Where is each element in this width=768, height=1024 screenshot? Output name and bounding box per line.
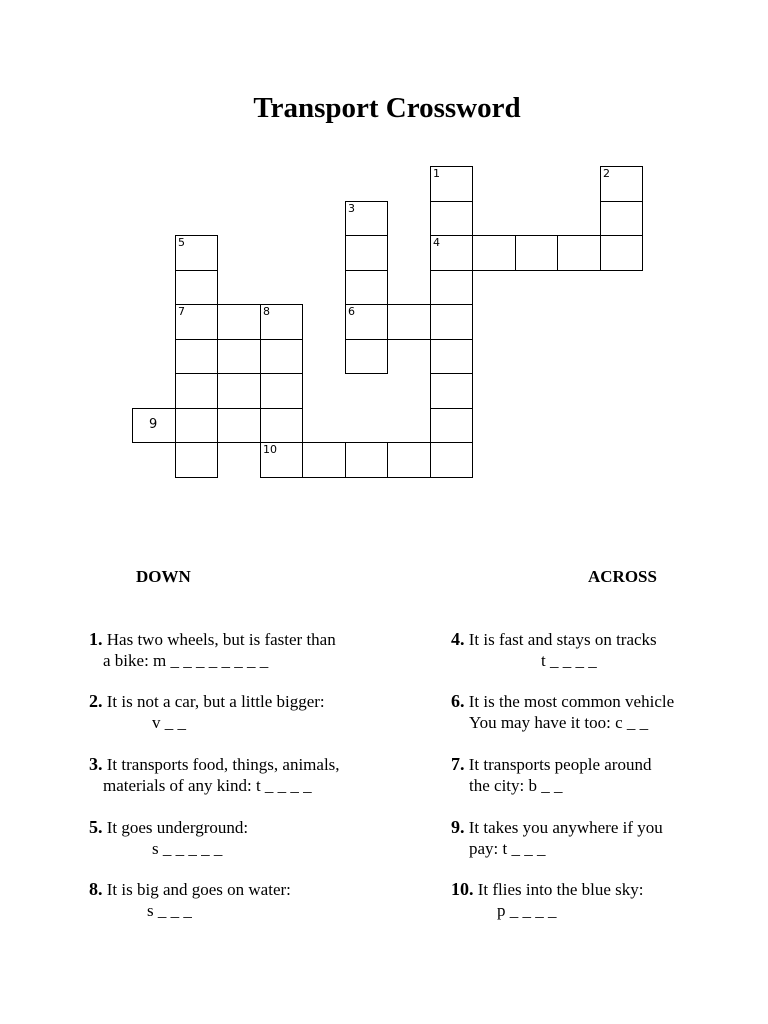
clue-down-1: 1. Has two wheels, but is faster than a bike: m _ _ _ _ _ _ _ _ xyxy=(89,629,336,670)
crossword-cell[interactable] xyxy=(175,270,218,305)
crossword-cell[interactable] xyxy=(430,270,473,305)
clue-number: 7 xyxy=(178,305,185,318)
crossword-cell-2[interactable] xyxy=(600,166,643,202)
crossword-cell[interactable] xyxy=(430,408,473,443)
clue-number: 9 xyxy=(149,417,158,432)
crossword-cell-9[interactable] xyxy=(132,408,176,443)
crossword-cell-1[interactable] xyxy=(430,166,473,202)
clue-across-4: 4. It is fast and stays on tracks t _ _ _ _ xyxy=(451,629,657,670)
clue-down-8: 8. It is big and goes on water: s _ _ _ xyxy=(89,879,291,920)
crossword-cell-8[interactable] xyxy=(260,304,303,340)
crossword-cell-10[interactable] xyxy=(260,442,303,478)
crossword-cell[interactable] xyxy=(345,270,388,305)
crossword-cell-7[interactable] xyxy=(175,304,218,340)
crossword-cell[interactable] xyxy=(472,235,516,271)
clue-number: 5 xyxy=(178,236,185,249)
crossword-cell[interactable] xyxy=(515,235,558,271)
crossword-cell-4[interactable] xyxy=(430,235,473,271)
crossword-cell[interactable] xyxy=(345,235,388,271)
crossword-cell[interactable] xyxy=(175,442,218,478)
crossword-cell[interactable] xyxy=(430,339,473,374)
crossword-cell-6[interactable] xyxy=(345,304,388,340)
clue-number: 1 xyxy=(433,167,440,180)
crossword-cell[interactable] xyxy=(175,339,218,374)
crossword-cell[interactable] xyxy=(260,408,303,443)
crossword-cell[interactable] xyxy=(260,339,303,374)
clue-number: 8 xyxy=(263,305,270,318)
crossword-cell[interactable] xyxy=(387,442,431,478)
crossword-cell[interactable] xyxy=(430,201,473,236)
clue-number: 4 xyxy=(433,236,440,249)
clue-number: 2 xyxy=(603,167,610,180)
crossword-cell[interactable] xyxy=(260,373,303,409)
crossword-cell[interactable] xyxy=(345,339,388,374)
down-heading: DOWN xyxy=(136,567,191,586)
crossword-cell[interactable] xyxy=(217,339,261,374)
clue-across-7: 7. It transports people around the city: b _ _ xyxy=(451,754,652,795)
clue-across-10: 10. It flies into the blue sky: p _ _ _ _ xyxy=(451,879,644,920)
clue-down-2: 2. It is not a car, but a little bigger: v _ _ xyxy=(89,691,325,732)
crossword-cell[interactable] xyxy=(557,235,601,271)
crossword-cell-3[interactable] xyxy=(345,201,388,236)
crossword-cell[interactable] xyxy=(430,442,473,478)
crossword-cell[interactable] xyxy=(217,408,261,443)
clue-number: 3 xyxy=(348,202,355,215)
page-title: Transport Crossword xyxy=(253,92,521,124)
crossword-cell-5[interactable] xyxy=(175,235,218,271)
crossword-cell[interactable] xyxy=(600,235,643,271)
clue-number: 6 xyxy=(348,305,355,318)
crossword-cell[interactable] xyxy=(345,442,388,478)
clue-down-5: 5. It goes underground: s _ _ _ _ _ xyxy=(89,817,249,858)
crossword-cell[interactable] xyxy=(175,373,218,409)
across-heading: ACROSS xyxy=(588,567,657,586)
crossword-cell[interactable] xyxy=(387,304,431,340)
crossword-cell[interactable] xyxy=(217,373,261,409)
crossword-cell[interactable] xyxy=(302,442,346,478)
crossword-cell[interactable] xyxy=(217,304,261,340)
clue-number: 10 xyxy=(263,443,277,456)
clue-across-9: 9. It takes you anywhere if you pay: t _ _ _ xyxy=(451,817,663,858)
crossword-cell[interactable] xyxy=(175,408,218,443)
clue-across-6: 6. It is the most common vehicle You may have it too: c _ _ xyxy=(451,691,675,732)
clue-down-3: 3. It transports food, things, animals, materials of any kind: t _ _ _ _ xyxy=(89,754,340,795)
crossword-cell[interactable] xyxy=(600,201,643,236)
crossword-cell[interactable] xyxy=(430,373,473,409)
crossword-cell[interactable] xyxy=(430,304,473,340)
